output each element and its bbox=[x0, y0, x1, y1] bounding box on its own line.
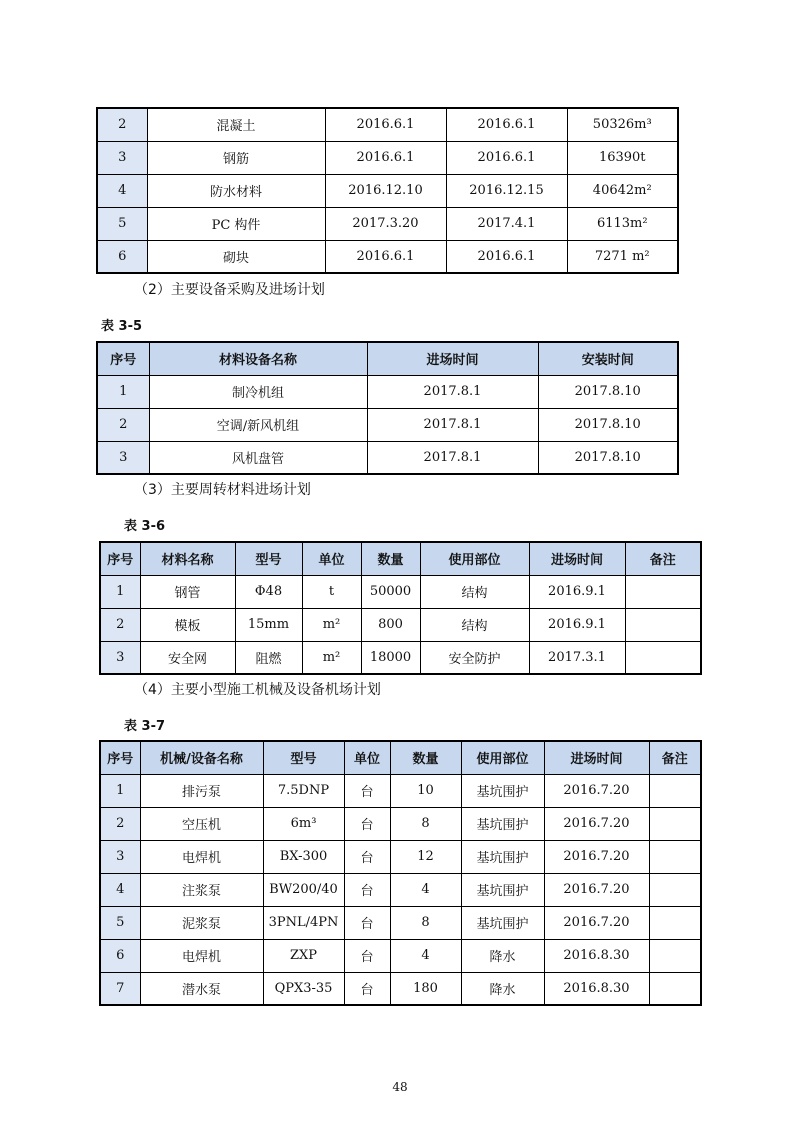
table-cell: 50000 bbox=[361, 575, 420, 608]
row-number-cell: 4 bbox=[100, 873, 140, 906]
table-row bbox=[100, 840, 701, 873]
table-cell: 结构 bbox=[420, 608, 529, 641]
table-cell: 2017.8.10 bbox=[538, 408, 678, 441]
table-cell: 模板 bbox=[140, 608, 235, 641]
column-header: 进场时间 bbox=[529, 542, 625, 575]
row-number-cell: 3 bbox=[97, 141, 147, 174]
table-cell: m² bbox=[302, 641, 361, 674]
table-cell: 混凝土 bbox=[147, 108, 325, 141]
table-row bbox=[97, 141, 678, 174]
table-row bbox=[100, 939, 701, 972]
table-cell: 2016.7.20 bbox=[544, 774, 649, 807]
table-cell: 泥浆泵 bbox=[140, 906, 263, 939]
table-cell: 台 bbox=[344, 972, 390, 1005]
table-cell bbox=[625, 608, 701, 641]
row-number-cell: 3 bbox=[97, 441, 149, 474]
table-cell: 2016.8.30 bbox=[544, 939, 649, 972]
table-cell: BX-300 bbox=[263, 840, 344, 873]
table-cell: 砌块 bbox=[147, 240, 325, 273]
table-cell: 钢管 bbox=[140, 575, 235, 608]
table-cell: 空压机 bbox=[140, 807, 263, 840]
table-caption-3-5: 表 3-5 bbox=[101, 319, 143, 334]
table-row bbox=[100, 608, 701, 641]
table-cell: 4 bbox=[390, 873, 461, 906]
material-plan-table-continued bbox=[96, 107, 679, 274]
table-cell: 安全防护 bbox=[420, 641, 529, 674]
table-row bbox=[97, 441, 678, 474]
table-cell: 电焊机 bbox=[140, 939, 263, 972]
table-cell: 空调/新风机组 bbox=[149, 408, 367, 441]
section-heading-turnover-materials: （3）主要周转材料进场计划 bbox=[134, 482, 311, 498]
column-header: 备注 bbox=[625, 542, 701, 575]
table-cell: 阻燃 bbox=[235, 641, 302, 674]
table-cell bbox=[649, 807, 701, 840]
table-cell: 2017.4.1 bbox=[446, 207, 567, 240]
table-cell: 2016.6.1 bbox=[446, 108, 567, 141]
row-number-cell: 1 bbox=[100, 575, 140, 608]
table-row bbox=[100, 906, 701, 939]
table-row bbox=[97, 240, 678, 273]
table-cell: 2016.12.15 bbox=[446, 174, 567, 207]
table-cell: 2017.8.1 bbox=[367, 408, 538, 441]
column-header: 数量 bbox=[361, 542, 420, 575]
table-cell: 2016.9.1 bbox=[529, 575, 625, 608]
table-cell bbox=[649, 972, 701, 1005]
table-cell: 基坑围护 bbox=[461, 906, 544, 939]
turnover-material-table bbox=[99, 541, 702, 675]
table-cell: 2016.8.30 bbox=[544, 972, 649, 1005]
table-cell: 台 bbox=[344, 774, 390, 807]
table-cell: 结构 bbox=[420, 575, 529, 608]
table-cell: 2016.6.1 bbox=[446, 141, 567, 174]
table-row bbox=[100, 972, 701, 1005]
table-cell: ZXP bbox=[263, 939, 344, 972]
table-cell: 2016.7.20 bbox=[544, 873, 649, 906]
table-row bbox=[97, 375, 678, 408]
table-caption-3-6: 表 3-6 bbox=[124, 519, 166, 534]
column-header: 序号 bbox=[100, 542, 140, 575]
table-row bbox=[100, 641, 701, 674]
table-cell: 钢筋 bbox=[147, 141, 325, 174]
table-cell: 注浆泵 bbox=[140, 873, 263, 906]
table-cell: 15mm bbox=[235, 608, 302, 641]
table-row bbox=[100, 575, 701, 608]
table-row bbox=[97, 408, 678, 441]
table-cell: 2016.6.1 bbox=[325, 108, 446, 141]
column-header: 数量 bbox=[390, 741, 461, 774]
table-cell: 18000 bbox=[361, 641, 420, 674]
column-header: 单位 bbox=[302, 542, 361, 575]
row-number-cell: 2 bbox=[100, 608, 140, 641]
table-cell: 风机盘管 bbox=[149, 441, 367, 474]
row-number-cell: 1 bbox=[97, 375, 149, 408]
table-cell: 2016.12.10 bbox=[325, 174, 446, 207]
table-cell: 台 bbox=[344, 807, 390, 840]
table-cell: 12 bbox=[390, 840, 461, 873]
table-cell bbox=[649, 774, 701, 807]
table-cell: 2017.3.1 bbox=[529, 641, 625, 674]
column-header: 使用部位 bbox=[420, 542, 529, 575]
table-cell: 7271 m² bbox=[567, 240, 678, 273]
header-row bbox=[100, 741, 701, 774]
table-cell: 台 bbox=[344, 873, 390, 906]
table-cell: PC 构件 bbox=[147, 207, 325, 240]
column-header: 使用部位 bbox=[461, 741, 544, 774]
table-cell: 8 bbox=[390, 906, 461, 939]
table-cell: 16390t bbox=[567, 141, 678, 174]
table-cell: 2016.9.1 bbox=[529, 608, 625, 641]
table-cell: 40642m² bbox=[567, 174, 678, 207]
table-cell: 台 bbox=[344, 939, 390, 972]
table-cell bbox=[649, 939, 701, 972]
table-cell: t bbox=[302, 575, 361, 608]
row-number-cell: 6 bbox=[100, 939, 140, 972]
table-cell: BW200/40 bbox=[263, 873, 344, 906]
table-cell: 180 bbox=[390, 972, 461, 1005]
table-cell: 基坑围护 bbox=[461, 807, 544, 840]
row-number-cell: 7 bbox=[100, 972, 140, 1005]
column-header: 进场时间 bbox=[367, 342, 538, 375]
table-cell: 2016.7.20 bbox=[544, 906, 649, 939]
section-heading-small-machinery: （4）主要小型施工机械及设备机场计划 bbox=[134, 682, 381, 698]
row-number-cell: 3 bbox=[100, 840, 140, 873]
section-heading-equipment: （2）主要设备采购及进场计划 bbox=[134, 282, 325, 298]
table-cell: 800 bbox=[361, 608, 420, 641]
table-cell: 制冷机组 bbox=[149, 375, 367, 408]
table-cell: 潜水泵 bbox=[140, 972, 263, 1005]
table-cell: 2016.7.20 bbox=[544, 840, 649, 873]
row-number-cell: 6 bbox=[97, 240, 147, 273]
table-cell: 2017.8.10 bbox=[538, 441, 678, 474]
table-cell: 基坑围护 bbox=[461, 840, 544, 873]
table-cell: 6113m² bbox=[567, 207, 678, 240]
table-cell: 2016.6.1 bbox=[446, 240, 567, 273]
table-cell: 4 bbox=[390, 939, 461, 972]
table-cell: 电焊机 bbox=[140, 840, 263, 873]
table-cell: 2017.8.10 bbox=[538, 375, 678, 408]
table-caption-3-7: 表 3-7 bbox=[124, 719, 166, 734]
table-cell: 2016.7.20 bbox=[544, 807, 649, 840]
table-row bbox=[100, 873, 701, 906]
column-header: 材料设备名称 bbox=[149, 342, 367, 375]
table-cell: Φ48 bbox=[235, 575, 302, 608]
column-header: 型号 bbox=[235, 542, 302, 575]
column-header: 材料名称 bbox=[140, 542, 235, 575]
table-cell: 降水 bbox=[461, 939, 544, 972]
row-number-cell: 2 bbox=[97, 108, 147, 141]
table-cell: 2016.6.1 bbox=[325, 240, 446, 273]
machinery-plan-table bbox=[99, 740, 702, 1006]
row-number-cell: 4 bbox=[97, 174, 147, 207]
table-cell: 2016.6.1 bbox=[325, 141, 446, 174]
table-cell: 6m³ bbox=[263, 807, 344, 840]
table-row bbox=[97, 174, 678, 207]
table-row bbox=[97, 207, 678, 240]
table-cell: 2017.3.20 bbox=[325, 207, 446, 240]
table-row bbox=[100, 807, 701, 840]
table-cell: 台 bbox=[344, 906, 390, 939]
column-header: 单位 bbox=[344, 741, 390, 774]
row-number-cell: 5 bbox=[97, 207, 147, 240]
row-number-cell: 1 bbox=[100, 774, 140, 807]
table-cell: 排污泵 bbox=[140, 774, 263, 807]
page-number: 48 bbox=[392, 1080, 408, 1094]
table-cell: 安全网 bbox=[140, 641, 235, 674]
table-cell: 50326m³ bbox=[567, 108, 678, 141]
column-header: 序号 bbox=[97, 342, 149, 375]
table-cell: 3PNL/4PN bbox=[263, 906, 344, 939]
table-cell: QPX3-35 bbox=[263, 972, 344, 1005]
table-cell bbox=[649, 873, 701, 906]
table-cell: 2017.8.1 bbox=[367, 375, 538, 408]
table-cell: 10 bbox=[390, 774, 461, 807]
table-cell: 8 bbox=[390, 807, 461, 840]
table-row bbox=[97, 108, 678, 141]
table-cell bbox=[625, 575, 701, 608]
table-cell bbox=[625, 641, 701, 674]
row-number-cell: 2 bbox=[100, 807, 140, 840]
header-row bbox=[100, 542, 701, 575]
table-row bbox=[100, 774, 701, 807]
table-cell: 基坑围护 bbox=[461, 873, 544, 906]
row-number-cell: 2 bbox=[97, 408, 149, 441]
table-cell: 7.5DNP bbox=[263, 774, 344, 807]
header-row bbox=[97, 342, 678, 375]
column-header: 序号 bbox=[100, 741, 140, 774]
table-cell: m² bbox=[302, 608, 361, 641]
column-header: 型号 bbox=[263, 741, 344, 774]
column-header: 进场时间 bbox=[544, 741, 649, 774]
row-number-cell: 3 bbox=[100, 641, 140, 674]
column-header: 备注 bbox=[649, 741, 701, 774]
table-cell: 基坑围护 bbox=[461, 774, 544, 807]
row-number-cell: 5 bbox=[100, 906, 140, 939]
table-cell: 2017.8.1 bbox=[367, 441, 538, 474]
table-cell: 降水 bbox=[461, 972, 544, 1005]
table-cell bbox=[649, 906, 701, 939]
equipment-plan-table bbox=[96, 341, 679, 475]
table-cell bbox=[649, 840, 701, 873]
column-header: 机械/设备名称 bbox=[140, 741, 263, 774]
column-header: 安装时间 bbox=[538, 342, 678, 375]
table-cell: 台 bbox=[344, 840, 390, 873]
table-cell: 防水材料 bbox=[147, 174, 325, 207]
